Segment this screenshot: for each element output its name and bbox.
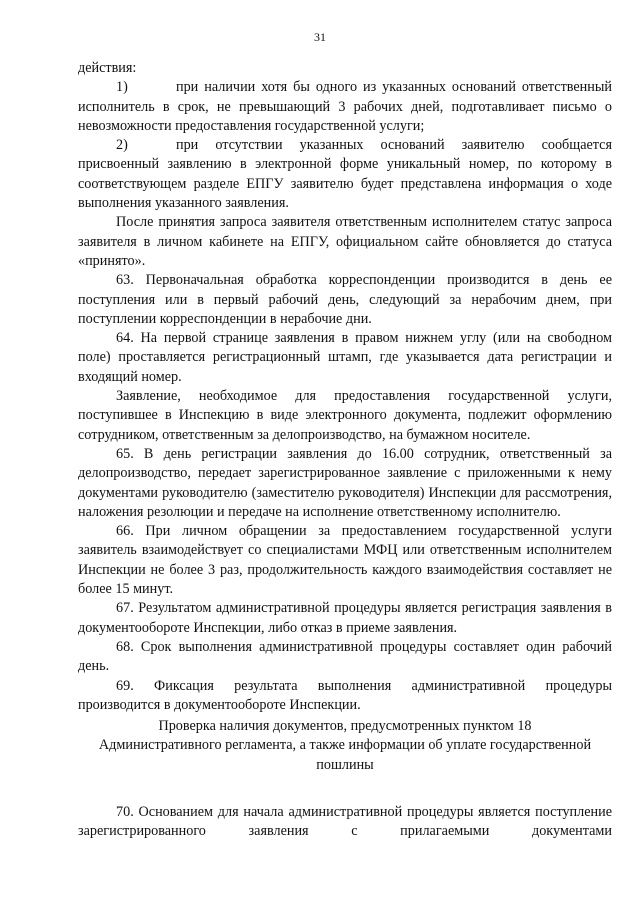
- list-item-text: при наличии хотя бы одного из указанных оснований ответственный исполнитель в срок, не превышающий 3 рабочих дней, подготавливает письмо о невозможности предоставления государственной услуги;: [78, 79, 612, 134]
- paragraph: 65. В день регистрации заявления до 16.00 сотрудник, ответственный за делопроизводство, передает зарегистрированное заявление с приложенными к нему документами руководителю (заместителю руководителя) Инспекции для рассмотрения, наложения резолюции и передаче на исполнение ответственному исполнителю.: [78, 445, 612, 520]
- paragraph: 68. Срок выполнения административной процедуры составляет один рабочий день.: [78, 638, 612, 675]
- paragraph: 70. Основанием для начала административной процедуры является поступление зарегистрированного заявления с прилагаемыми документами: [78, 804, 612, 840]
- paragraph: 69. Фиксация результата выполнения административной процедуры производится в документообороте Инспекции.: [78, 677, 612, 713]
- list-item-number: 1): [116, 79, 128, 96]
- page-number: 31: [314, 30, 326, 44]
- heading-line: Административного регламента, а также информации об уплате государственной: [98, 737, 592, 754]
- list-item: [78, 78, 612, 136]
- section-heading: [78, 717, 612, 775]
- list-item-number: 2): [116, 137, 128, 154]
- paragraph: 66. При личном обращении за предоставлением государственной услуги заявитель взаимодействует со специалистами МФЦ или ответственным исполнителем Инспекции не более 3 раз, продолжительность каждого взаимодействия составляет не более 15 минут.: [78, 523, 612, 598]
- paragraph: После принятия запроса заявителя ответственным исполнителем статус запроса заявителя в личном кабинете на ЕПГУ, официальном сайте обновляется до статуса «принято».: [78, 214, 612, 269]
- heading-line: пошлины: [316, 756, 374, 773]
- list-item: [78, 136, 612, 213]
- body-text: [78, 59, 612, 715]
- heading-line: Проверка наличия документов, предусмотренных пунктом 18: [158, 718, 532, 734]
- intro-line: действия:: [78, 60, 137, 76]
- paragraph: Заявление, необходимое для предоставления государственной услуги, поступившее в Инспекцию в виде электронного документа, подлежит оформлению сотрудником, ответственным за делопроизводство, на бумажном носителе.: [78, 388, 612, 443]
- paragraph: 67. Результатом административной процедуры является регистрация заявления в документообороте Инспекции, либо отказ в приеме заявления.: [78, 600, 612, 636]
- paragraph: 63. Первоначальная обработка корреспонденции производится в день ее поступления или в первый рабочий день, следующий за нерабочим днем, при поступлении корреспонденции в нерабочие дни.: [78, 272, 612, 327]
- paragraph: 64. На первой странице заявления в правом нижнем углу (или на свободном поле) проставляется регистрационный штамп, где указывается дата регистрации и входящий номер.: [78, 330, 612, 385]
- list-item-text: при отсутствии указанных оснований заявителю сообщается присвоенный заявлению в электронной форме уникальный номер, по которому в соответствующем разделе ЕПГУ заявителю будет представлена информация о ходе выполнения указанного заявления.: [78, 137, 612, 212]
- body-text-continued: [78, 803, 612, 842]
